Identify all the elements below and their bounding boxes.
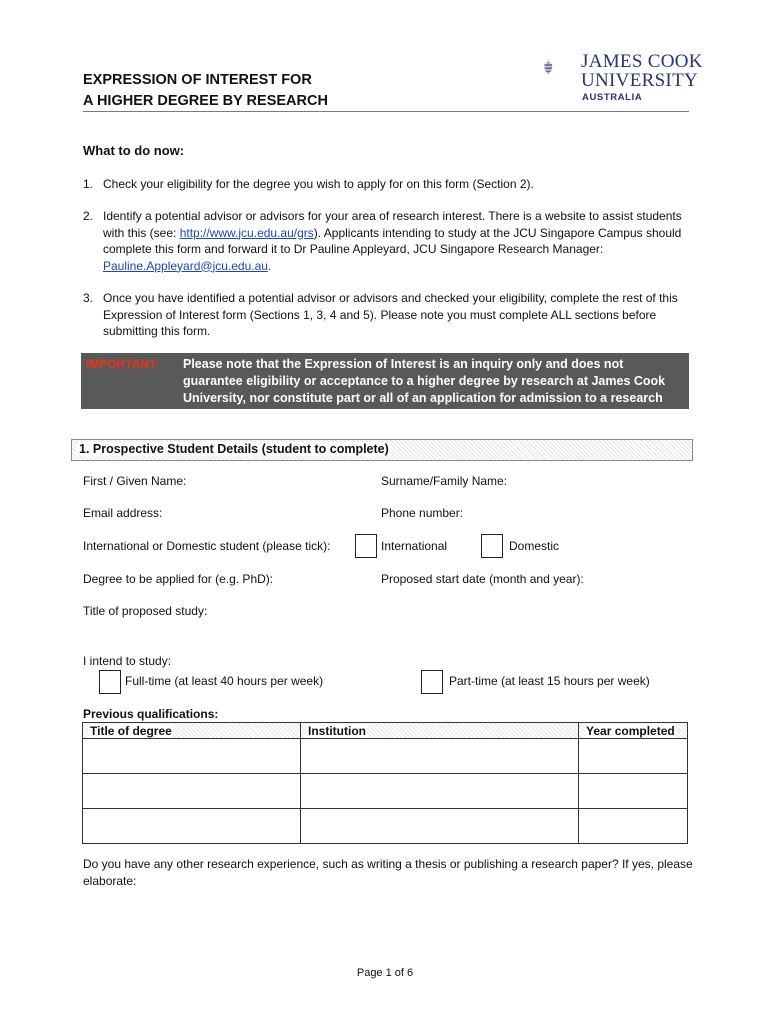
student-type-label: International or Domestic student (please tick): (83, 539, 331, 553)
step-2 (83, 208, 693, 274)
year-cell[interactable] (579, 739, 688, 774)
degree-label: Degree to be applied for (e.g. PhD): (83, 572, 274, 586)
logo-wordmark-line1: JAMES COOK (581, 51, 703, 72)
table-row (83, 809, 688, 844)
step-1 (83, 176, 693, 193)
page-number: Page 1 of 6 (356, 967, 414, 979)
step-3 (83, 290, 693, 340)
study-title-label: Title of proposed study: (83, 604, 208, 618)
logo-wordmark-country: AUSTRALIA (582, 92, 643, 103)
column-header-text: Institution (308, 723, 366, 738)
column-header (83, 723, 301, 739)
step-text-part: . (267, 258, 272, 273)
document-title (83, 70, 328, 112)
year-cell[interactable] (579, 774, 688, 809)
first-name-label: First / Given Name: (83, 474, 187, 488)
year-cell[interactable] (579, 809, 688, 844)
column-header-text: Year completed (586, 723, 675, 738)
what-to-do-heading: What to do now: (83, 143, 185, 158)
degree-cell[interactable] (83, 809, 301, 844)
start-date-label: Proposed start date (month and year): (381, 572, 584, 586)
important-text: Please note that the Expression of Interest is an inquiry only and does not guarantee eligibility or acceptance to a higher degree by research at James Cook University, nor constitute part or all of an application for admission to a research degree. (183, 357, 666, 422)
institution-cell[interactable] (301, 739, 579, 774)
column-header (579, 723, 688, 739)
logo-wordmark-line2: UNIVERSITY (581, 70, 698, 91)
table-row (83, 739, 688, 774)
qualifications-label: Previous qualifications: (83, 707, 219, 721)
international-checkbox[interactable] (355, 534, 377, 558)
phone-label: Phone number: (381, 506, 464, 520)
full-time-label: Full-time (at least 40 hours per week) (125, 674, 324, 688)
header-divider (83, 111, 689, 112)
table-header-row (83, 723, 688, 739)
step-text: Check your eligibility for the degree you wish to apply for on this form (Section 2). (103, 177, 534, 191)
step-text (103, 208, 693, 274)
column-header (301, 723, 579, 739)
step-number: 1. (83, 177, 94, 191)
section-1-title: 1. Prospective Student Details (student to complete) (79, 442, 389, 456)
step-number: 3. (83, 291, 94, 305)
contact-email-link[interactable]: Pauline.Appleyard@jcu.edu.au (103, 258, 268, 273)
surname-label: Surname/Family Name: (381, 474, 508, 488)
research-experience-question: Do you have any other research experience, such as writing a thesis or publishing a research paper? If yes, please elaborate: (83, 857, 693, 888)
part-time-checkbox[interactable] (421, 670, 443, 694)
qualifications-table (82, 722, 688, 844)
email-label: Email address: (83, 506, 163, 520)
domestic-checkbox[interactable] (481, 534, 503, 558)
domestic-label: Domestic (509, 539, 560, 553)
intend-label: I intend to study: (83, 654, 172, 668)
step-text-part: ). Applicants intending to study at the JCU Singapore Campus should complete this form and forward it to Dr Pauline Appleyard, JCU Singapore Research Manager: (103, 225, 682, 256)
title-line-2: A HIGHER DEGREE BY RESEARCH (83, 93, 328, 109)
title-line-1: EXPRESSION OF INTEREST FOR (83, 72, 312, 88)
part-time-label: Part-time (at least 15 hours per week) (449, 674, 650, 688)
full-time-checkbox[interactable] (99, 670, 121, 694)
degree-cell[interactable] (83, 774, 301, 809)
step-text: Once you have identified a potential advisor or advisors and checked your eligibility, complete the rest of this Expression of Interest form (Sections 1, 3, 4 and 5). Please note you must complete ALL sections before submitting this form. (103, 291, 678, 338)
jcu-crest-icon (544, 40, 580, 96)
column-header-text: Title of degree (90, 723, 172, 738)
degree-cell[interactable] (83, 739, 301, 774)
table-row (83, 774, 688, 809)
international-label: International (381, 539, 448, 553)
step-number: 2. (83, 209, 94, 223)
step-text-part: Identify a potential advisor or advisors for your area of research interest. There is a website to assist students with this (see: (103, 209, 682, 240)
institution-cell[interactable] (301, 774, 579, 809)
important-label: IMPORTANT: (86, 357, 160, 371)
grs-website-link[interactable]: http://www.jcu.edu.au/grs (179, 225, 314, 240)
institution-cell[interactable] (301, 809, 579, 844)
